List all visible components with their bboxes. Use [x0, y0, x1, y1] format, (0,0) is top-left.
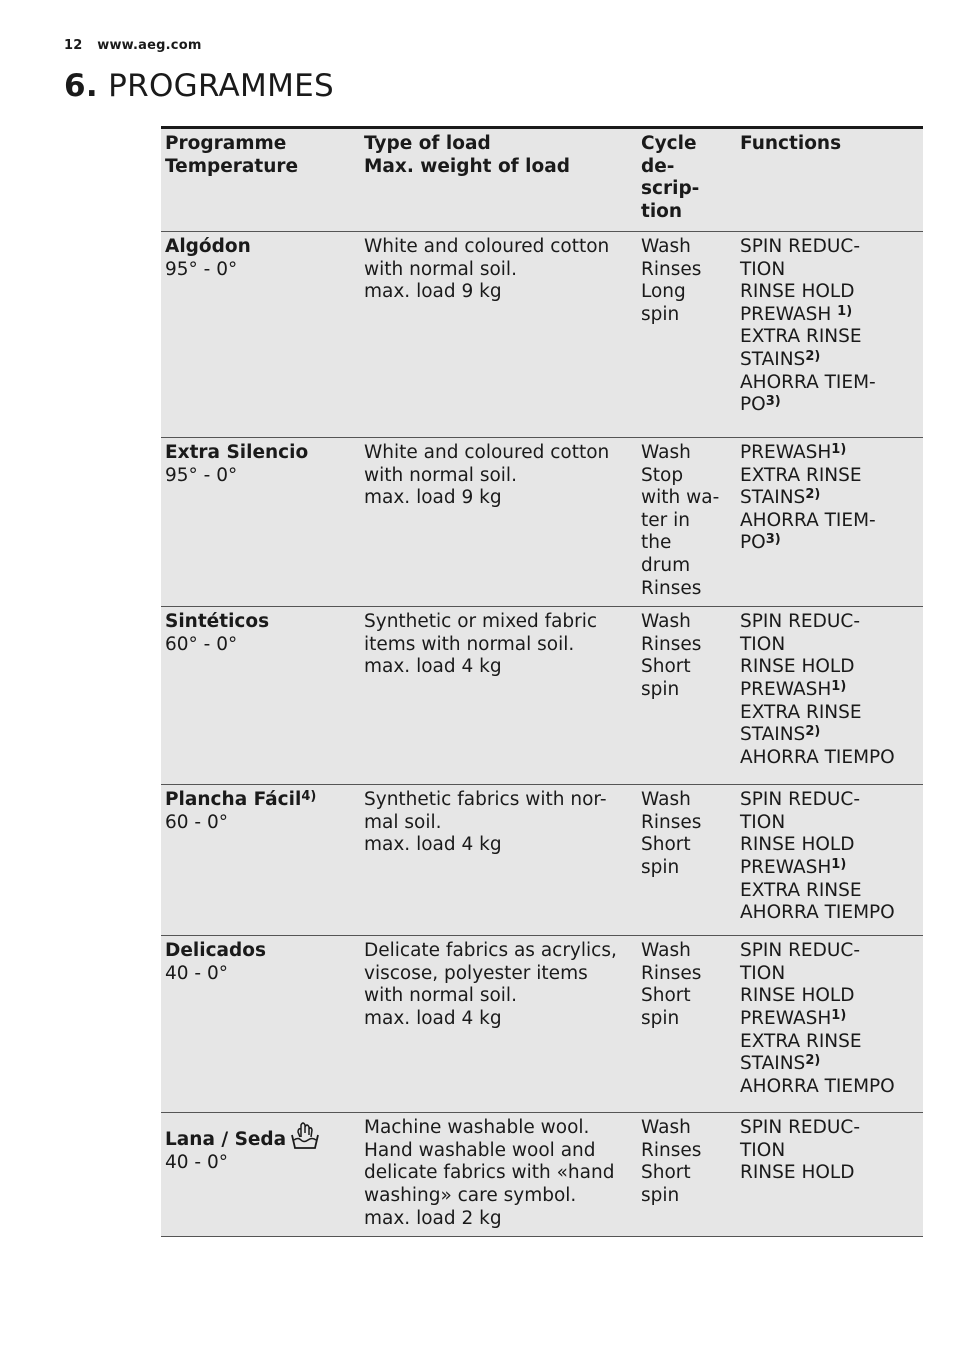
- function-label: STAINS: [740, 1053, 806, 1075]
- load-cell: [360, 1113, 637, 1237]
- function-item: [740, 857, 919, 880]
- programme-name: Delicados: [165, 940, 267, 962]
- function-label: STAINS: [740, 724, 806, 746]
- footnote-ref: 1): [831, 1007, 847, 1023]
- cycle-text: Rinses: [641, 633, 702, 655]
- table-header-row: [161, 128, 923, 232]
- function-item: [740, 1117, 919, 1140]
- functions-cell: [736, 232, 923, 438]
- function-label: SPIN REDUC-: [740, 1117, 860, 1139]
- cycle-text: spin: [641, 1007, 680, 1029]
- cycle-text: Wash: [641, 940, 691, 962]
- function-label: EXTRA RINSE: [740, 879, 862, 901]
- table-row: [161, 936, 923, 1113]
- load-cell: [360, 232, 637, 438]
- function-item: [740, 747, 919, 770]
- function-item: [740, 724, 919, 747]
- programme-cell: [161, 936, 360, 1113]
- function-item: [740, 510, 919, 533]
- header-functions: Functions: [736, 128, 923, 232]
- load-text: Hand washable wool and: [364, 1139, 596, 1161]
- load-cell: [360, 936, 637, 1113]
- page-header: [64, 38, 202, 53]
- cycle-text: Rinses: [641, 962, 702, 984]
- function-label: PREWASH: [740, 1007, 832, 1029]
- function-item: [740, 349, 919, 372]
- function-item: [740, 963, 919, 986]
- programme-cell: [161, 232, 360, 438]
- load-text: items with normal soil.: [364, 633, 575, 655]
- footnote-ref: 3): [765, 394, 781, 410]
- load-text: max. load 4 kg: [364, 834, 502, 856]
- function-label: AHORRA TIEMPO: [740, 746, 895, 768]
- load-text: washing» care symbol.: [364, 1184, 577, 1206]
- function-item: [740, 304, 919, 327]
- cycle-text: Rinses: [641, 258, 702, 280]
- function-item: [740, 902, 919, 925]
- load-text: max. load 4 kg: [364, 656, 502, 678]
- function-label: EXTRA RINSE: [740, 464, 862, 486]
- footnote-ref: 1): [831, 678, 847, 694]
- function-item: [740, 634, 919, 657]
- function-label: PREWASH: [740, 678, 832, 700]
- programme-temperature: 60 - 0°: [165, 811, 228, 833]
- load-text: White and coloured cotton: [364, 236, 610, 257]
- load-text: Machine washable wool.: [364, 1117, 590, 1139]
- cycle-text: drum: [641, 554, 691, 576]
- function-label: SPIN REDUC-: [740, 940, 860, 962]
- programme-name: Sintéticos: [165, 611, 270, 633]
- function-item: [740, 1008, 919, 1031]
- load-text: mal soil.: [364, 811, 442, 833]
- function-item: [740, 487, 919, 510]
- function-item: [740, 656, 919, 679]
- cycle-text: Wash: [641, 611, 691, 633]
- cycle-text: Short: [641, 985, 691, 1007]
- programme-name: Lana / Seda: [165, 1117, 356, 1152]
- function-item: [740, 442, 919, 465]
- programme-cell: [161, 785, 360, 936]
- footnote-ref: 4): [301, 789, 317, 805]
- section-title: [64, 68, 334, 104]
- function-item: [740, 394, 919, 417]
- programme-temperature: 95° - 0°: [165, 258, 238, 280]
- function-label: RINSE HOLD: [740, 281, 855, 303]
- functions-cell: [736, 607, 923, 785]
- function-item: [740, 1140, 919, 1163]
- cycle-text: Short: [641, 1162, 691, 1184]
- cycle-cell: [637, 785, 736, 936]
- website-url[interactable]: www.aeg.com: [97, 38, 202, 53]
- programmes-table: [161, 126, 923, 1237]
- footnote-ref: 1): [831, 856, 847, 872]
- function-item: [740, 789, 919, 812]
- function-label: RINSE HOLD: [740, 985, 855, 1007]
- function-label: SPIN REDUC-: [740, 236, 860, 257]
- header-cycle: Cycle de- scrip- tion: [637, 128, 736, 232]
- function-item: [740, 940, 919, 963]
- table-row: [161, 1113, 923, 1237]
- function-label: RINSE HOLD: [740, 834, 855, 856]
- table-row: [161, 607, 923, 785]
- cycle-text: the: [641, 532, 672, 554]
- cycle-cell: [637, 438, 736, 607]
- function-item: [740, 532, 919, 555]
- programme-cell: [161, 607, 360, 785]
- function-item: [740, 281, 919, 304]
- cycle-cell: [637, 232, 736, 438]
- function-label: PO: [740, 532, 766, 554]
- cycle-text: Rinses: [641, 811, 702, 833]
- cycle-text: Rinses: [641, 577, 702, 599]
- footnote-ref: 3): [765, 532, 781, 548]
- function-label: EXTRA RINSE: [740, 326, 862, 348]
- function-item: [740, 1031, 919, 1054]
- table-row: [161, 785, 923, 936]
- cycle-cell: [637, 607, 736, 785]
- load-text: with normal soil.: [364, 464, 517, 486]
- function-item: [740, 1076, 919, 1099]
- cycle-text: with wa-: [641, 487, 720, 509]
- function-label: AHORRA TIEM-: [740, 371, 876, 393]
- programme-name: Extra Silencio: [165, 442, 309, 463]
- programme-name: Plancha Fácil$^{4)}$: [165, 789, 317, 811]
- programme-cell: [161, 1113, 360, 1237]
- functions-cell: [736, 438, 923, 607]
- function-label: AHORRA TIEM-: [740, 509, 876, 531]
- footnote-ref: 1): [837, 303, 853, 319]
- load-text: Delicate fabrics as acrylics,: [364, 940, 617, 962]
- function-label: PREWASH: [740, 856, 832, 878]
- header-programme: Programme Temperature: [161, 128, 360, 232]
- load-text: max. load 2 kg: [364, 1207, 502, 1229]
- cycle-text: Short: [641, 656, 691, 678]
- function-label: TION: [740, 1139, 786, 1161]
- function-label: TION: [740, 811, 786, 833]
- cycle-text: Rinses: [641, 1139, 702, 1161]
- section-number: 6.: [64, 68, 98, 104]
- load-text: with normal soil.: [364, 985, 517, 1007]
- cycle-text: Wash: [641, 236, 691, 257]
- function-label: EXTRA RINSE: [740, 1030, 862, 1052]
- function-item: [740, 236, 919, 259]
- function-item: [740, 372, 919, 395]
- functions-cell: [736, 936, 923, 1113]
- function-item: [740, 326, 919, 349]
- footnote-ref: 2): [805, 348, 821, 364]
- function-label: RINSE HOLD: [740, 656, 855, 678]
- load-text: max. load 9 kg: [364, 281, 502, 303]
- cycle-text: spin: [641, 1184, 680, 1206]
- function-label: EXTRA RINSE: [740, 701, 862, 723]
- functions-cell: [736, 785, 923, 936]
- function-label: AHORRA TIEMPO: [740, 1075, 895, 1097]
- function-item: [740, 880, 919, 903]
- function-label: TION: [740, 633, 786, 655]
- function-label: RINSE HOLD: [740, 1162, 855, 1184]
- function-item: [740, 834, 919, 857]
- cycle-text: spin: [641, 856, 680, 878]
- cycle-cell: [637, 1113, 736, 1237]
- function-item: [740, 1053, 919, 1076]
- function-label: PREWASH: [740, 303, 838, 325]
- function-label: SPIN REDUC-: [740, 611, 860, 633]
- function-item: [740, 611, 919, 634]
- programme-temperature: 60° - 0°: [165, 633, 238, 655]
- table-row: [161, 438, 923, 607]
- load-cell: [360, 438, 637, 607]
- cycle-text: spin: [641, 303, 680, 325]
- function-item: [740, 985, 919, 1008]
- function-label: STAINS: [740, 348, 806, 370]
- programme-temperature: 40 - 0°: [165, 962, 228, 984]
- header-load: Type of load Max. weight of load: [360, 128, 637, 232]
- cycle-text: ter in: [641, 509, 690, 531]
- cycle-text: Long: [641, 281, 686, 303]
- footnote-ref: 1): [831, 442, 847, 457]
- load-text: max. load 4 kg: [364, 1007, 502, 1029]
- cycle-text: Wash: [641, 789, 691, 811]
- cycle-text: Stop: [641, 464, 684, 486]
- section-title-text: PROGRAMMES: [108, 68, 335, 104]
- function-label: AHORRA TIEMPO: [740, 902, 895, 924]
- footnote-ref: 2): [805, 487, 821, 503]
- load-text: delicate fabrics with «hand: [364, 1162, 615, 1184]
- load-text: Synthetic or mixed fabric: [364, 611, 598, 633]
- table-row: [161, 232, 923, 438]
- programme-temperature: 95° - 0°: [165, 464, 238, 486]
- hand-wash-icon: [290, 1117, 320, 1151]
- programme-temperature: 40 - 0°: [165, 1151, 228, 1173]
- load-text: viscose, polyester items: [364, 962, 588, 984]
- function-label: TION: [740, 962, 786, 984]
- programme-name: Algódon: [165, 236, 251, 257]
- load-text: White and coloured cotton: [364, 442, 610, 463]
- load-text: Synthetic fabrics with nor-: [364, 789, 607, 811]
- function-label: PREWASH: [740, 442, 832, 463]
- cycle-cell: [637, 936, 736, 1113]
- cycle-text: spin: [641, 678, 680, 700]
- footnote-ref: 2): [805, 1053, 821, 1069]
- page-number: 12: [64, 38, 83, 53]
- footnote-ref: 2): [805, 724, 821, 740]
- load-cell: [360, 785, 637, 936]
- function-label: SPIN REDUC-: [740, 789, 860, 811]
- function-item: [740, 465, 919, 488]
- programme-cell: [161, 438, 360, 607]
- function-label: STAINS: [740, 487, 806, 509]
- function-item: [740, 812, 919, 835]
- load-cell: [360, 607, 637, 785]
- function-item: [740, 679, 919, 702]
- cycle-text: Short: [641, 834, 691, 856]
- functions-cell: [736, 1113, 923, 1237]
- function-label: TION: [740, 258, 786, 280]
- load-text: with normal soil.: [364, 258, 517, 280]
- function-item: [740, 1162, 919, 1185]
- function-item: [740, 702, 919, 725]
- cycle-text: Wash: [641, 442, 691, 463]
- load-text: max. load 9 kg: [364, 487, 502, 509]
- cycle-text: Wash: [641, 1117, 691, 1139]
- function-item: [740, 259, 919, 282]
- function-label: PO: [740, 394, 766, 416]
